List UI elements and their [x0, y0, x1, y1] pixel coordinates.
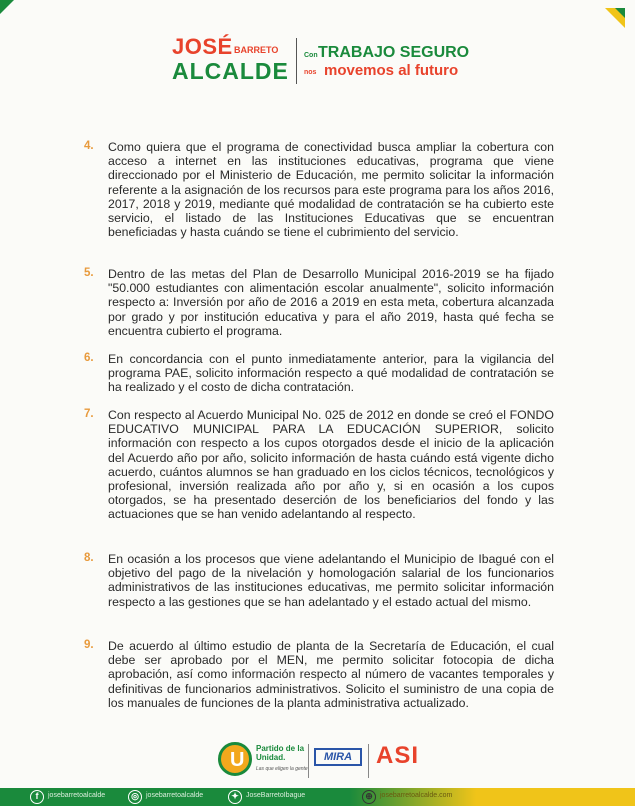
item-text: Dentro de las metas del Plan de Desarrollo Municipal 2016-2019 se ha fijado "50.000 estudiantes con alimentación escolar anualmente", solicito información respecto a: Inversión por año de 2016 a 2019 en esta meta, cobertura alcanzada por grado y por institución educativa y para el año 2019, hasta qué fecha se encuentra cubierto el programa. [108, 267, 554, 338]
web-icon[interactable]: ⊕ [362, 790, 376, 804]
twitter-icon[interactable]: ✦ [228, 790, 242, 804]
facebook-handle[interactable]: josebarretoalcalde [48, 792, 106, 799]
web-url[interactable]: josebarretoalcalde.com [380, 792, 453, 799]
instagram-icon[interactable]: ◎ [128, 790, 142, 804]
partido-unidad-name: Partido de la Unidad. [256, 744, 305, 762]
instagram-handle[interactable]: josebarretoalcalde [146, 792, 204, 799]
corner-decoration-left [0, 0, 14, 14]
mira-logo: MIRA [314, 748, 362, 766]
twitter-handle[interactable]: JoseBarretoIbague [246, 792, 306, 799]
item-number: 6. [84, 352, 94, 364]
partido-unidad-logo-icon: U [218, 742, 252, 776]
item-number: 5. [84, 267, 94, 279]
item-text: En ocasión a los procesos que viene adelantando el Municipio de Ibagué con el objetivo del pago de la nivelación y homologación salarial de los funcionarios administrativos de las instituciones educativas, me permito solicitar información respecto a las gestiones que se han adelantado y el estado actual del mismo. [108, 552, 554, 609]
logo-divider [308, 744, 309, 778]
candidate-logo [172, 36, 290, 86]
logo-divider [368, 744, 369, 778]
candidate-role: ALCALDE [172, 58, 289, 84]
asi-logo: ASI [376, 742, 420, 769]
slogan-prefix: Con [304, 52, 318, 59]
campaign-slogan [304, 44, 474, 84]
item-text: Como quiera que el programa de conectividad busca ampliar la cobertura con acceso a internet en las instituciones educativas, programa que viene direccionado por el Ministerio de Educación, me permito solicitar la información referente a la asignación de los recursos para este programa para los años 2016, 2017, 2018 y 2019, mediante qué modalidad de contratación se ha cubierto este servicio, el listado de las Instituciones Educativas que se encuentran beneficiadas y hasta cuándo se tiene el cubrimiento del servicio. [108, 140, 554, 240]
facebook-icon[interactable]: f [30, 790, 44, 804]
item-number: 4. [84, 140, 94, 152]
candidate-first-name: JOSÉ [172, 34, 233, 59]
slogan-sub: movemos al futuro [324, 62, 459, 79]
candidate-last-name: BARRETO [234, 45, 279, 55]
item-number: 8. [84, 552, 94, 564]
partido-unidad-tagline: Las que eligen la gente [256, 766, 308, 772]
item-number: 7. [84, 408, 94, 420]
party-logos [218, 740, 438, 784]
campaign-header [172, 36, 472, 86]
item-number: 9. [84, 639, 94, 651]
slogan-main: TRABAJO SEGURO [318, 44, 470, 61]
item-text: Con respecto al Acuerdo Municipal No. 025 de 2012 en donde se creó el FONDO EDUCATIVO MUNICIPAL PARA LA EDUCACIÓN SUPERIOR, solicito información con respecto a los cupos otorgados desde el inicio de la aplicación del Acuerdo año por año, solicito información de hasta cuándo está vigente dicho acuerdo, cuántos alumnos se han graduado en los ciclos técnicos, tecnológicos y profesional, inversión realizada año por año y, si en ocasión a los cupos otorgados, se ha presentado deserción de los beneficiarios del fondo y las actuaciones que se han venido adelantando al respecto. [108, 408, 554, 522]
corner-decoration-right-inner [615, 8, 625, 18]
header-divider [296, 38, 297, 84]
item-text: En concordancia con el punto inmediatamente anterior, para la vigilancia del programa PAE, solicito información respecto a qué modalidad de contratación se ha realizado y el costo de dicha contratación. [108, 352, 554, 395]
slogan-sub-prefix: nos [304, 69, 317, 76]
item-text: De acuerdo al último estudio de planta de la Secretaría de Educación, el cual debe ser aprobado por el MEN, me permito solicitar fotocopia de dicha aprobación, así como información respecto al número de vacantes temporales y definitivas de funcionarios administrativos. Solicito el suministro de una copia de los manuales de funciones de la planta administrativa actualizado. [108, 639, 554, 710]
